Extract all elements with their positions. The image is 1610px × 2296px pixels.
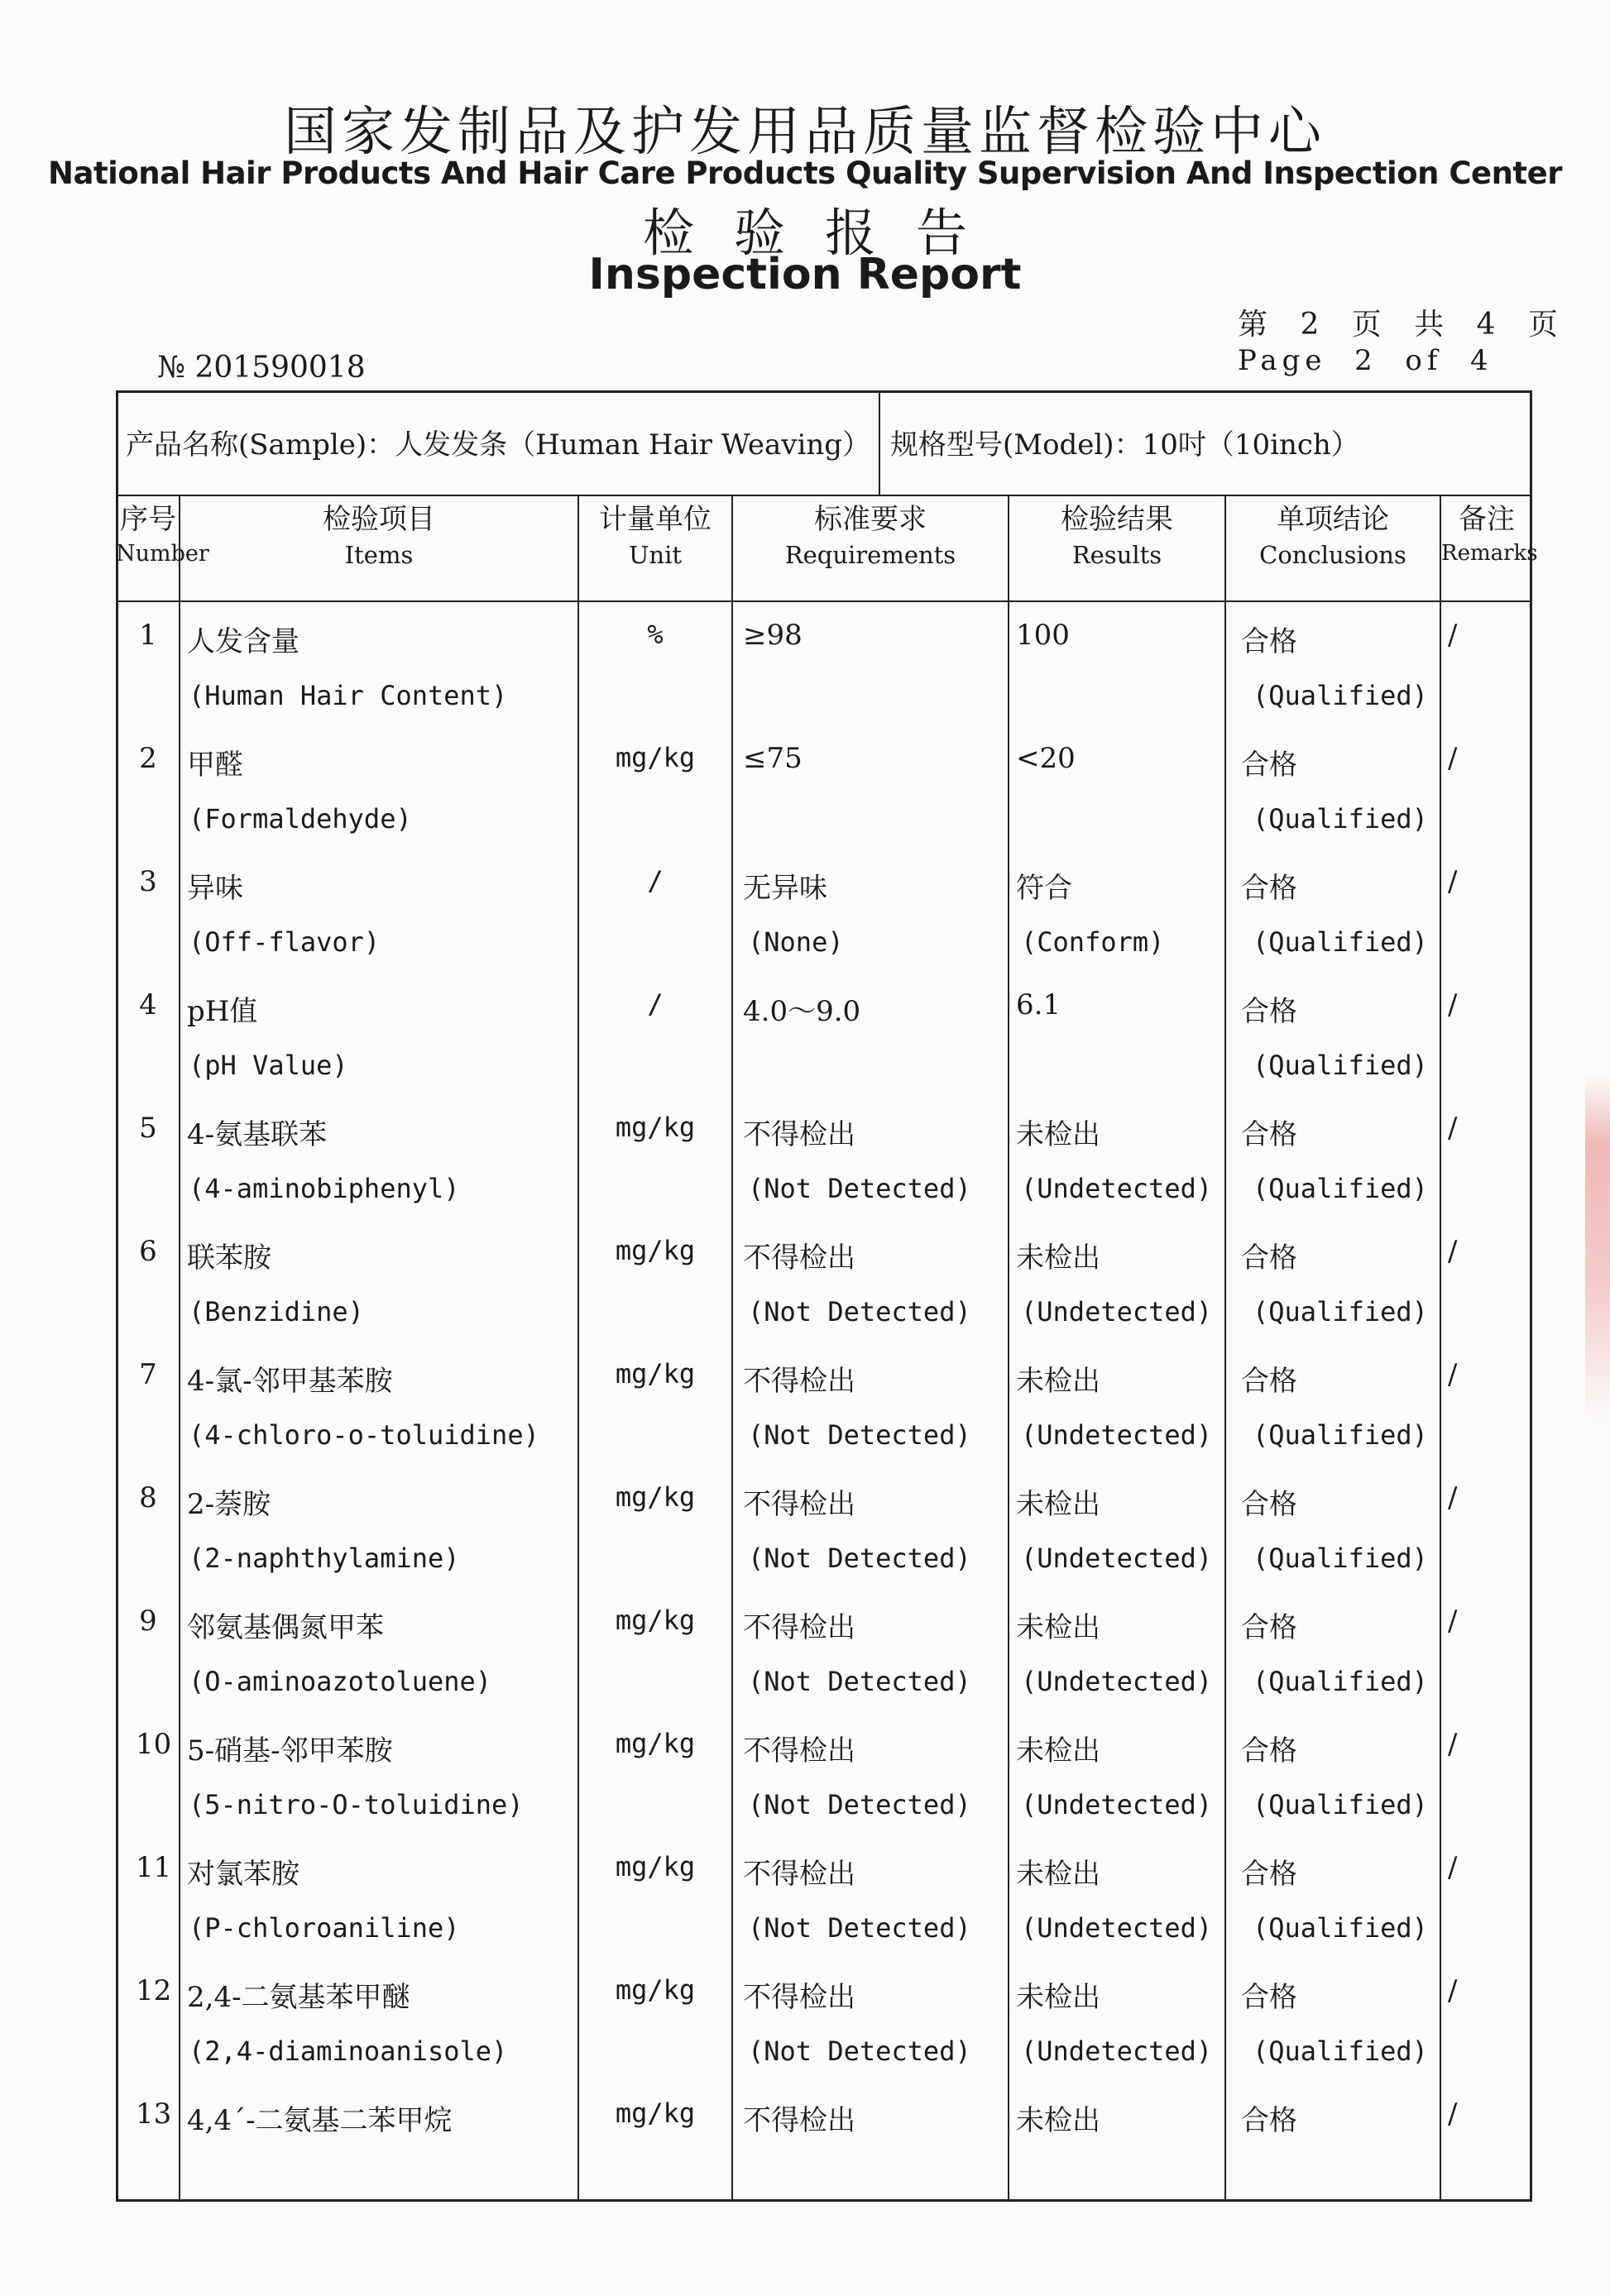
column-header-number-en: Number [116,540,209,567]
sample-name [126,422,870,462]
sample-name-value: 人发发条（Human Hair Weaving） [395,428,871,462]
cell-number: 1 [139,619,157,652]
cell-result-cn: 符合 [1016,872,1072,905]
cell-requirement-en: (Not Detected) [748,1173,971,1204]
cell-conclusion-cn: 合格 [1241,995,1297,1028]
cell-unit: mg/kg [615,742,696,773]
cell-conclusion-cn: 合格 [1241,2104,1297,2137]
cell-number: 10 [136,1728,172,1761]
column-header-items [180,501,577,572]
cell-item-cn: 对氯苯胺 [187,1858,299,1891]
cell-result-cn: 6.1 [1016,988,1061,1021]
column-header-unit-en: Unit [628,540,683,569]
cell-conclusion-cn: 合格 [1241,1734,1297,1767]
cell-result-en: (Undetected) [1021,2035,1213,2067]
column-header-conclusions-cn: 单项结论 [1277,503,1389,536]
column-header-unit [579,501,731,572]
center-name-cn: 国家发制品及护发用品质量监督检验中心 [284,102,1326,163]
cell-item-en: (Benzidine) [189,1296,364,1327]
table-divider [731,496,733,2202]
cell-requirement-cn: 不得检出 [743,2104,855,2137]
cell-requirement-cn: 不得检出 [743,1858,855,1891]
cell-remark: / [1448,742,1458,775]
cell-number: 6 [139,1235,157,1268]
cell-result-cn: 未检出 [1016,2104,1100,2137]
cell-result-en: (Conform) [1021,926,1165,958]
cell-item-cn: 5-硝基-邻甲苯胺 [187,1734,393,1767]
cell-conclusion-en: (Qualified) [1253,803,1428,835]
cell-result-cn: 未检出 [1016,1488,1100,1521]
cell-conclusion-cn: 合格 [1241,872,1297,905]
cell-conclusion-cn: 合格 [1241,1611,1297,1644]
column-header-items-cn: 检验项目 [323,503,435,536]
cell-item-cn: 人发含量 [187,625,299,658]
cell-requirement-cn: 不得检出 [743,1241,855,1275]
sample-name-label: 产品名称(Sample)： [126,428,395,462]
cell-unit: mg/kg [615,1235,696,1266]
cell-requirement-cn: 不得检出 [743,1365,855,1398]
cell-conclusion-en: (Qualified) [1253,1543,1428,1574]
cell-item-cn: 2,4-二氨基苯甲醚 [187,1981,410,2014]
column-header-requirements-cn: 标准要求 [814,503,927,536]
cell-conclusion-en: (Qualified) [1253,1419,1428,1451]
cell-item-cn: 4,4´-二氨基二苯甲烷 [187,2104,453,2137]
cell-requirement-cn: 4.0～9.0 [743,995,861,1028]
sample-model [890,422,1359,462]
sample-model-label: 规格型号(Model)： [890,428,1143,462]
page-indicator-en: Page 2 of 4 [1238,344,1493,377]
cell-item-cn: 甲醛 [187,749,243,782]
table-divider [116,600,1532,602]
cell-requirement-en: (None) [748,926,844,958]
cell-conclusion-en: (Qualified) [1253,926,1428,958]
cell-item-en: (4-chloro-o-toluidine) [189,1419,539,1451]
cell-remark: / [1448,1112,1458,1145]
cell-item-cn: 4-氯-邻甲基苯胺 [187,1365,393,1398]
column-header-conclusions-en: Conclusions [1259,540,1406,569]
cell-number: 7 [139,1358,157,1391]
cell-result-cn: 未检出 [1016,1611,1100,1644]
cell-result-en: (Undetected) [1021,1789,1213,1820]
cell-remark: / [1448,1605,1458,1638]
cell-conclusion-cn: 合格 [1241,1365,1297,1398]
cell-conclusion-en: (Qualified) [1253,1789,1428,1820]
cell-number: 3 [139,865,157,898]
cell-conclusion-en: (Qualified) [1253,1296,1428,1327]
cell-requirement-cn: 无异味 [743,872,827,905]
cell-conclusion-en: (Qualified) [1253,1666,1428,1697]
cell-item-en: (Off-flavor) [189,926,381,958]
cell-result-en: (Undetected) [1021,1296,1213,1327]
cell-unit: / [647,988,664,1020]
cell-unit: mg/kg [615,1605,696,1636]
cell-requirement-en: (Not Detected) [748,1543,971,1574]
cell-requirement-en: (Not Detected) [748,1666,971,1697]
cell-conclusion-en: (Qualified) [1253,1912,1428,1944]
cell-unit: mg/kg [615,1851,696,1882]
cell-remark: / [1448,1481,1458,1514]
column-header-results [1009,501,1224,572]
cell-item-en: (P-chloroaniline) [189,1912,460,1944]
cell-unit: mg/kg [615,1112,696,1143]
cell-number: 2 [139,742,157,775]
cell-result-cn: 100 [1016,619,1070,652]
cell-remark: / [1448,1728,1458,1761]
cell-number: 12 [136,1974,172,2007]
cell-number: 8 [139,1481,157,1514]
cell-unit: mg/kg [615,2097,696,2129]
table-divider [116,495,1532,496]
column-header-remarks [1441,501,1538,568]
column-header-unit-cn: 计量单位 [599,503,712,536]
cell-unit: mg/kg [615,1358,696,1390]
cell-unit: mg/kg [615,1481,696,1513]
cell-requirement-en: (Not Detected) [748,2035,971,2067]
cell-result-cn: 未检出 [1016,1241,1100,1275]
column-header-items-en: Items [344,540,414,569]
cell-item-en: (5-nitro-O-toluidine) [189,1789,524,1820]
cell-requirement-cn: 不得检出 [743,1118,855,1151]
cell-requirement-cn: 不得检出 [743,1734,855,1767]
table-divider [1224,496,1226,2202]
cell-remark: / [1448,619,1458,652]
table-divider [1008,496,1009,2202]
cell-result-en: (Undetected) [1021,1173,1213,1204]
cell-item-cn: 4-氨基联苯 [187,1118,328,1151]
cell-conclusion-cn: 合格 [1241,1241,1297,1275]
cell-item-cn: pH值 [187,995,258,1028]
cell-requirement-en: (Not Detected) [748,1789,971,1820]
cell-requirement-en: (Not Detected) [748,1912,971,1944]
cell-unit: % [647,619,664,650]
cell-number: 5 [139,1112,157,1145]
cell-item-cn: 联苯胺 [187,1241,271,1275]
cell-item-en: (2,4-diaminoanisole) [189,2035,508,2067]
cell-remark: / [1448,1851,1458,1884]
cell-item-en: (Human Hair Content) [189,680,508,711]
cell-requirement-cn: 不得检出 [743,1981,855,2014]
column-header-number [116,501,209,569]
table-divider [1440,496,1441,2202]
cell-unit: mg/kg [615,1728,696,1759]
cell-result-cn: 未检出 [1016,1981,1100,2014]
cell-remark: / [1448,1358,1458,1391]
column-header-conclusions [1226,501,1440,572]
cell-remark: / [1448,865,1458,898]
cell-item-en: (4-aminobiphenyl) [189,1173,460,1204]
cell-conclusion-cn: 合格 [1241,749,1297,782]
cell-requirement-cn: 不得检出 [743,1611,855,1644]
column-header-number-cn: 序号 [120,503,176,536]
cell-remark: / [1448,2097,1458,2131]
column-header-remarks-cn: 备注 [1459,503,1515,536]
cell-requirement-en: (Not Detected) [748,1296,971,1327]
cell-number: 9 [139,1605,157,1638]
center-name-en: National Hair Products And Hair Care Products Quality Supervision And Inspection Center [48,155,1562,191]
cell-result-cn: 未检出 [1016,1734,1100,1767]
cell-number: 4 [139,988,157,1021]
cell-conclusion-en: (Qualified) [1253,680,1428,711]
cell-unit: / [647,865,664,897]
cell-conclusion-en: (Qualified) [1253,2035,1428,2067]
cell-result-en: (Undetected) [1021,1419,1213,1451]
cell-conclusion-en: (Qualified) [1253,1050,1428,1081]
cell-result-en: (Undetected) [1021,1912,1213,1944]
cell-conclusion-cn: 合格 [1241,1981,1297,2014]
table-divider [179,496,180,2202]
page-indicator-cn: 第 2 页 共 4 页 [1238,308,1570,342]
cell-result-en: (Undetected) [1021,1543,1213,1574]
cell-result-cn: 未检出 [1016,1858,1100,1891]
column-header-requirements-en: Requirements [784,540,956,569]
cell-item-cn: 邻氨基偶氮甲苯 [187,1611,384,1644]
cell-item-en: (Formaldehyde) [189,803,412,835]
report-title-en: Inspection Report [588,250,1022,299]
sample-model-value: 10吋（10inch） [1142,428,1359,462]
cell-conclusion-cn: 合格 [1241,1488,1297,1521]
cell-item-en: (O-aminoazotoluene) [189,1666,492,1697]
cell-item-cn: 异味 [187,872,243,905]
column-header-results-en: Results [1071,540,1162,569]
cell-number: 11 [136,1851,172,1884]
cell-item-cn: 2-萘胺 [187,1488,271,1521]
cell-requirement-cn: 不得检出 [743,1488,855,1521]
red-seal-stamp [1585,1075,1610,1423]
cell-result-cn: <20 [1016,742,1076,775]
cell-remark: / [1448,1974,1458,2007]
column-header-requirements [733,501,1008,572]
cell-remark: / [1448,1235,1458,1268]
cell-result-cn: 未检出 [1016,1365,1100,1398]
cell-remark: / [1448,988,1458,1021]
cell-number: 13 [136,2097,172,2131]
cell-unit: mg/kg [615,1974,696,2006]
cell-requirement-cn: ≥98 [743,619,803,652]
cell-requirement-cn: ≤75 [743,742,803,775]
column-header-remarks-en: Remarks [1441,540,1538,566]
cell-conclusion-cn: 合格 [1241,1858,1297,1891]
cell-requirement-en: (Not Detected) [748,1419,971,1451]
cell-result-en: (Undetected) [1021,1666,1213,1697]
report-title-cn: 检验报告 [642,203,1007,263]
column-header-results-cn: 检验结果 [1061,503,1173,536]
cell-conclusion-en: (Qualified) [1253,1173,1428,1204]
report-number: № 201590018 [157,351,366,385]
cell-result-cn: 未检出 [1016,1118,1100,1151]
cell-item-en: (pH Value) [189,1050,348,1081]
cell-conclusion-cn: 合格 [1241,1118,1297,1151]
table-divider [879,390,880,496]
cell-item-en: (2-naphthylamine) [189,1543,460,1574]
cell-conclusion-cn: 合格 [1241,625,1297,658]
